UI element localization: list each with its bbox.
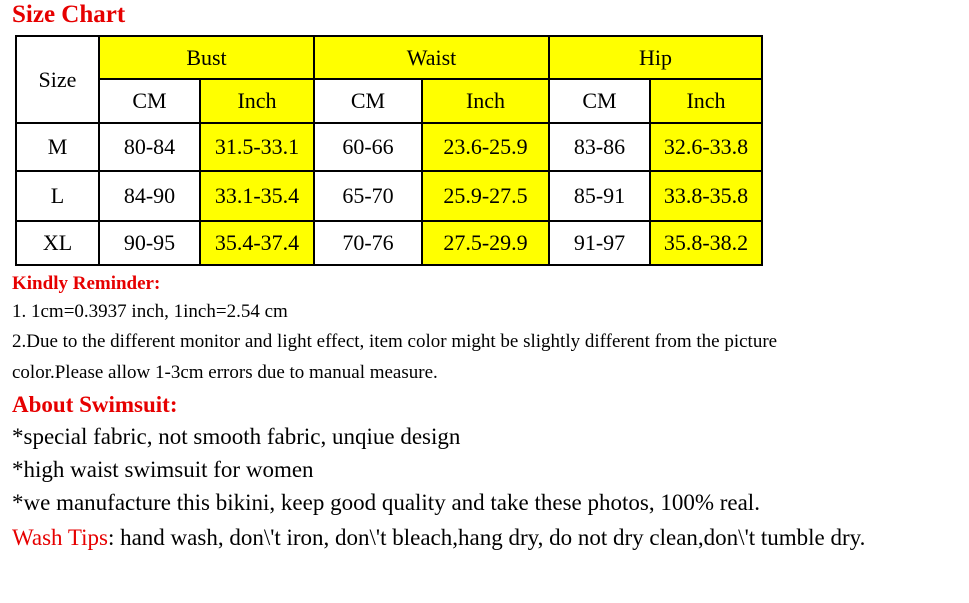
waist-cm-cell: 60-66 [314, 123, 422, 171]
feature-line: *high waist swimsuit for women [12, 457, 314, 482]
bust-cm-cell: 84-90 [99, 171, 200, 221]
bust-cm-cell: 90-95 [99, 221, 200, 265]
waist-header-cell: Waist [314, 36, 549, 79]
hip-header-cell: Hip [549, 36, 762, 79]
wash-tips [12, 521, 957, 554]
bust-cm-header: CM [99, 79, 200, 123]
hip-inch-cell: 35.8-38.2 [650, 221, 762, 265]
reminder-line: 1. 1cm=0.3937 inch, 1inch=2.54 cm [12, 301, 288, 322]
waist-inch-cell: 25.9-27.5 [422, 171, 549, 221]
wash-tips-text: : hand wash, don\'t iron, don\'t bleach,hang dry, do not dry clean,don\'t tumble dry. [107, 525, 866, 550]
feature-line: *special fabric, not smooth fabric, unqiue design [12, 424, 461, 449]
size-header-cell: Size [16, 36, 99, 123]
reminder-line: 2.Due to the different monitor and light effect, item color might be slightly different from the picture [12, 331, 778, 352]
group-header-row [16, 36, 762, 79]
size-cell: L [16, 171, 99, 221]
bust-header-cell: Bust [99, 36, 314, 79]
size-chart-table [15, 35, 763, 266]
about-heading: About Swimsuit: [12, 392, 178, 417]
bust-inch-header: Inch [200, 79, 314, 123]
hip-cm-cell: 91-97 [549, 221, 650, 265]
size-cell: XL [16, 221, 99, 265]
waist-cm-header: CM [314, 79, 422, 123]
hip-cm-cell: 85-91 [549, 171, 650, 221]
unit-header-row [16, 79, 762, 123]
table-row [16, 221, 762, 265]
waist-cm-cell: 70-76 [314, 221, 422, 265]
hip-inch-cell: 32.6-33.8 [650, 123, 762, 171]
bust-inch-cell: 33.1-35.4 [200, 171, 314, 221]
bust-inch-cell: 31.5-33.1 [200, 123, 314, 171]
waist-inch-cell: 27.5-29.9 [422, 221, 549, 265]
bust-cm-cell: 80-84 [99, 123, 200, 171]
wash-tips-label: Wash Tips [12, 525, 108, 550]
bust-inch-cell: 35.4-37.4 [200, 221, 314, 265]
reminder-heading: Kindly Reminder: [12, 273, 161, 294]
table-row [16, 171, 762, 221]
table-row [16, 123, 762, 171]
waist-inch-header: Inch [422, 79, 549, 123]
page-title: Size Chart [12, 1, 126, 28]
waist-inch-cell: 23.6-25.9 [422, 123, 549, 171]
hip-inch-header: Inch [650, 79, 762, 123]
hip-cm-cell: 83-86 [549, 123, 650, 171]
reminder-line: color.Please allow 1-3cm errors due to manual measure. [12, 362, 438, 383]
hip-cm-header: CM [549, 79, 650, 123]
size-cell: M [16, 123, 99, 171]
feature-line: *we manufacture this bikini, keep good quality and take these photos, 100% real. [12, 490, 760, 515]
waist-cm-cell: 65-70 [314, 171, 422, 221]
hip-inch-cell: 33.8-35.8 [650, 171, 762, 221]
